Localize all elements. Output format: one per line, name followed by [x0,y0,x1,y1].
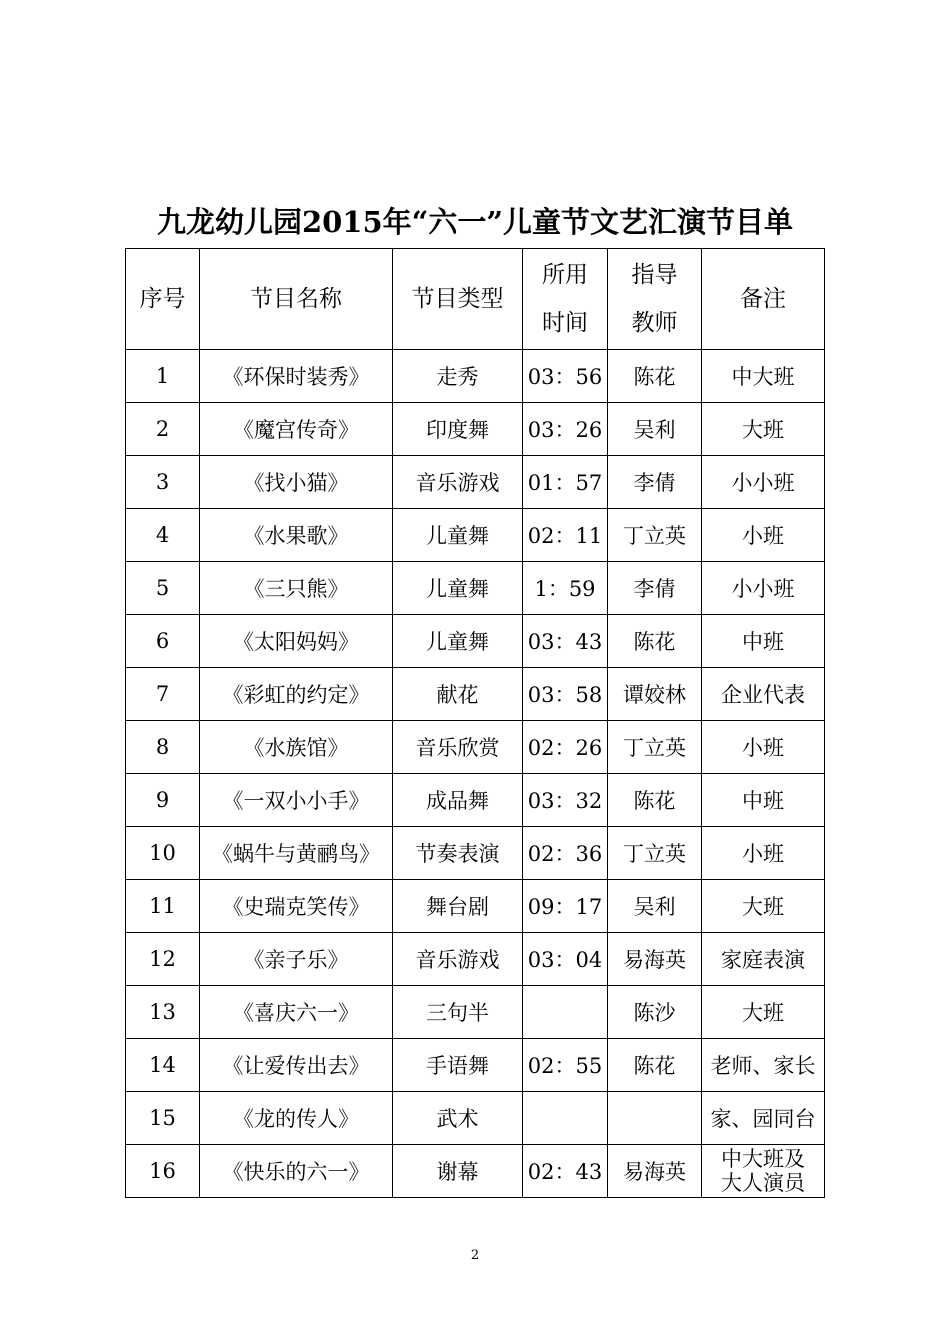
cell-no: 14 [126,1039,200,1092]
header-no: 序号 [126,249,200,350]
cell-time: 03：58 [523,668,608,721]
header-teacher [608,249,702,350]
cell-no: 8 [126,721,200,774]
cell-name: 《龙的传人》 [200,1092,393,1145]
cell-no: 16 [126,1145,200,1198]
cell-note-line2: 大人演员 [721,1171,805,1195]
cell-name: 《魔宫传奇》 [200,403,393,456]
table-row [126,933,825,986]
header-type: 节目类型 [393,249,523,350]
cell-teacher: 吴利 [608,880,702,933]
table-row [126,509,825,562]
cell-name: 《快乐的六一》 [200,1145,393,1198]
cell-type: 节奏表演 [393,827,523,880]
cell-note: 老师、家长 [702,1039,825,1092]
cell-time: 02：36 [523,827,608,880]
cell-name: 《一双小小手》 [200,774,393,827]
header-teacher-line1: 指导 [631,262,678,288]
cell-name: 《史瑞克笑传》 [200,880,393,933]
cell-no: 15 [126,1092,200,1145]
cell-no: 7 [126,668,200,721]
cell-type: 献花 [393,668,523,721]
cell-note [702,1145,825,1198]
cell-teacher: 陈花 [608,615,702,668]
cell-name: 《水族馆》 [200,721,393,774]
cell-name: 《水果歌》 [200,509,393,562]
document-title: 九龙幼儿园2015年“六一”儿童节文艺汇演节目单 [156,205,794,239]
table-row [126,615,825,668]
cell-time: 02：26 [523,721,608,774]
cell-note: 中班 [702,774,825,827]
cell-type: 儿童舞 [393,509,523,562]
cell-type: 印度舞 [393,403,523,456]
cell-type: 三句半 [393,986,523,1039]
cell-name: 《喜庆六一》 [200,986,393,1039]
table-row [126,721,825,774]
cell-type: 舞台剧 [393,880,523,933]
cell-note-line1: 中大班及 [721,1147,805,1171]
cell-teacher: 陈花 [608,1039,702,1092]
cell-name: 《找小猫》 [200,456,393,509]
table-row [126,880,825,933]
cell-time: 03：56 [523,350,608,403]
cell-time: 03：32 [523,774,608,827]
cell-time: 03：26 [523,403,608,456]
cell-teacher: 李倩 [608,562,702,615]
cell-note: 大班 [702,986,825,1039]
cell-time: 02：43 [523,1145,608,1198]
table-row [126,403,825,456]
cell-note: 大班 [702,880,825,933]
cell-name: 《彩虹的约定》 [200,668,393,721]
cell-time: 02：55 [523,1039,608,1092]
cell-time [523,1092,608,1145]
cell-type: 手语舞 [393,1039,523,1092]
cell-type: 儿童舞 [393,562,523,615]
cell-name: 《让爱传出去》 [200,1039,393,1092]
cell-no: 13 [126,986,200,1039]
cell-teacher: 陈花 [608,774,702,827]
cell-note: 家庭表演 [702,933,825,986]
cell-type: 音乐欣赏 [393,721,523,774]
cell-teacher: 易海英 [608,1145,702,1198]
cell-type: 武术 [393,1092,523,1145]
cell-note: 小小班 [702,562,825,615]
table-row [126,456,825,509]
cell-note: 中大班 [702,350,825,403]
cell-type: 音乐游戏 [393,933,523,986]
cell-note: 企业代表 [702,668,825,721]
cell-no: 9 [126,774,200,827]
cell-name: 《太阳妈妈》 [200,615,393,668]
cell-teacher: 吴利 [608,403,702,456]
cell-name: 《亲子乐》 [200,933,393,986]
program-table [125,248,825,1198]
cell-name: 《环保时装秀》 [200,350,393,403]
cell-type: 谢幕 [393,1145,523,1198]
cell-time: 01：57 [523,456,608,509]
cell-time: 03：43 [523,615,608,668]
header-teacher-line2: 教师 [631,310,678,336]
header-name: 节目名称 [200,249,393,350]
table-row [126,774,825,827]
cell-teacher: 丁立英 [608,721,702,774]
table-row [126,827,825,880]
cell-type: 儿童舞 [393,615,523,668]
cell-note: 中班 [702,615,825,668]
table-row [126,350,825,403]
cell-no: 4 [126,509,200,562]
cell-no: 2 [126,403,200,456]
cell-name: 《蜗牛与黄鹂鸟》 [200,827,393,880]
cell-note: 小班 [702,721,825,774]
cell-type: 成品舞 [393,774,523,827]
cell-no: 10 [126,827,200,880]
table-row [126,562,825,615]
table-row [126,668,825,721]
cell-teacher [608,1092,702,1145]
table-row [126,1145,825,1198]
cell-no: 3 [126,456,200,509]
cell-no: 5 [126,562,200,615]
header-time [523,249,608,350]
cell-teacher: 易海英 [608,933,702,986]
cell-type: 走秀 [393,350,523,403]
cell-time: 02：11 [523,509,608,562]
cell-teacher: 谭姣林 [608,668,702,721]
cell-time [523,986,608,1039]
cell-no: 6 [126,615,200,668]
cell-no: 12 [126,933,200,986]
table-row [126,1039,825,1092]
cell-no: 1 [126,350,200,403]
cell-teacher: 陈花 [608,350,702,403]
cell-name: 《三只熊》 [200,562,393,615]
cell-teacher: 李倩 [608,456,702,509]
cell-note: 小班 [702,509,825,562]
cell-teacher: 丁立英 [608,827,702,880]
table-header-row [126,249,825,350]
table-row [126,1092,825,1145]
page-number: 2 [470,1248,480,1263]
header-time-line2: 时间 [542,310,588,336]
cell-note: 家、园同台 [702,1092,825,1145]
cell-note: 大班 [702,403,825,456]
cell-teacher: 丁立英 [608,509,702,562]
cell-note: 小小班 [702,456,825,509]
cell-type: 音乐游戏 [393,456,523,509]
cell-teacher: 陈沙 [608,986,702,1039]
table-row [126,986,825,1039]
cell-no: 11 [126,880,200,933]
cell-time: 09：17 [523,880,608,933]
header-note: 备注 [702,249,825,350]
cell-time: 1：59 [523,562,608,615]
header-time-line1: 所用 [542,262,588,288]
cell-time: 03：04 [523,933,608,986]
cell-note: 小班 [702,827,825,880]
